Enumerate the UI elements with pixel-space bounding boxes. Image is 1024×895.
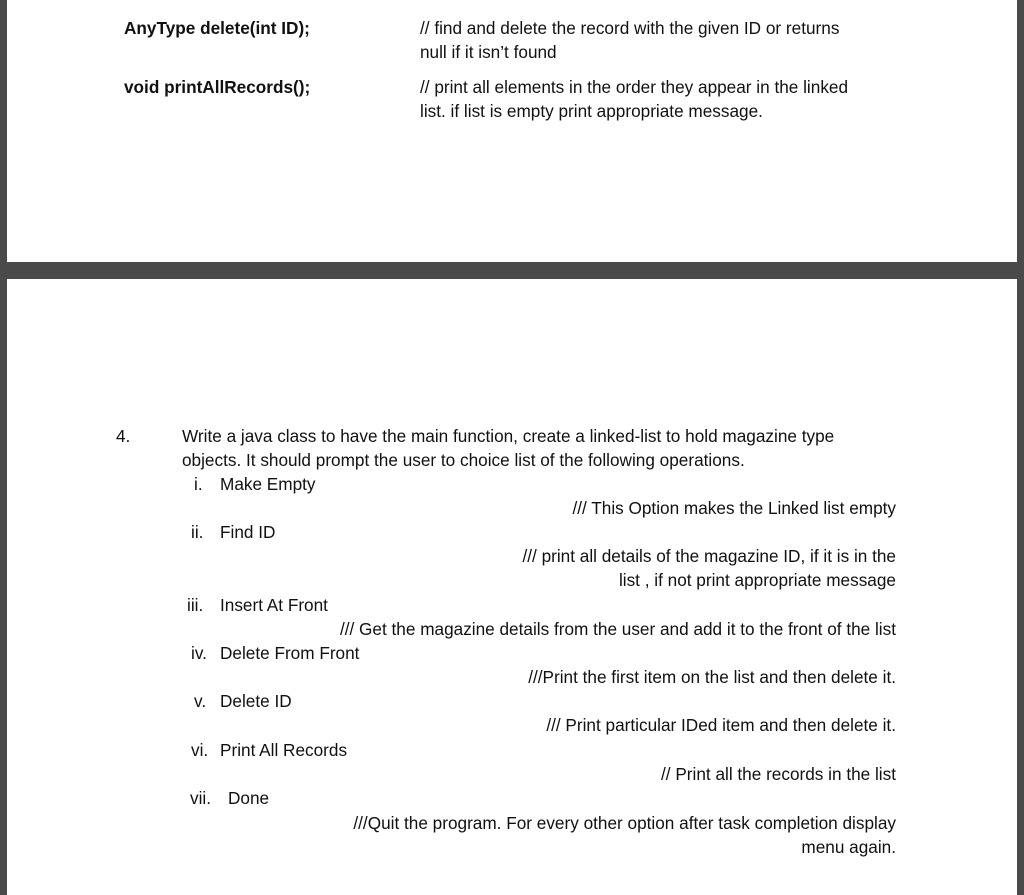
option-numeral: vi. (191, 740, 209, 760)
option-label-make-empty: Make Empty (220, 474, 316, 494)
option-label-insert-at-front: Insert At Front (220, 595, 328, 615)
method-comment-print-all-line-1: // print all elements in the order they appear in the linked (420, 77, 849, 97)
method-signature-print-all: void printAllRecords(); (124, 77, 311, 97)
option-comment-insert-at-front: /// Get the magazine details from the user and add it to the front of the list (339, 619, 896, 639)
option-label-delete-id: Delete ID (220, 691, 292, 711)
method-comment-delete-line-1: // find and delete the record with the given ID or returns (420, 18, 840, 38)
method-comment-print-all-line-2: list. if list is empty print appropriate message. (420, 101, 763, 121)
option-comment-find-id-line-2: list , if not print appropriate message (618, 570, 896, 590)
method-signature-delete: AnyType delete(int ID); (124, 18, 310, 38)
option-comment-done-line-1: ///Quit the program. For every other option after task completion display (353, 813, 896, 833)
option-comment-delete-from-front: ///Print the first item on the list and then delete it. (528, 667, 896, 687)
document-page-lower (7, 279, 1017, 895)
question-number: 4. (116, 426, 131, 446)
option-comment-done-line-2: menu again. (801, 837, 896, 857)
option-label-print-all-records: Print All Records (220, 740, 348, 760)
option-comment-make-empty: /// This Option makes the Linked list empty (572, 498, 896, 518)
option-label-done: Done (228, 788, 270, 808)
option-comment-find-id-line-1: /// print all details of the magazine ID, if it is in the (522, 546, 896, 566)
document-page-upper (7, 0, 1017, 262)
option-comment-delete-id: /// Print particular IDed item and then delete it. (546, 715, 896, 735)
option-numeral: i. (194, 474, 203, 494)
question-intro-line-1: Write a java class to have the main function, create a linked-list to hold magazine type (182, 426, 835, 446)
option-comment-print-all-records: // Print all the records in the list (661, 764, 896, 784)
option-numeral: v. (194, 691, 207, 711)
option-numeral: iv. (191, 643, 207, 663)
option-numeral: iii. (187, 595, 204, 615)
question-intro-line-2: objects. It should prompt the user to choice list of the following operations. (182, 450, 745, 470)
option-numeral: ii. (191, 522, 204, 542)
option-label-find-id: Find ID (220, 522, 276, 542)
method-comment-delete-line-2: null if it isn’t found (420, 42, 557, 62)
option-label-delete-from-front: Delete From Front (220, 643, 360, 663)
option-numeral: vii. (190, 788, 212, 808)
